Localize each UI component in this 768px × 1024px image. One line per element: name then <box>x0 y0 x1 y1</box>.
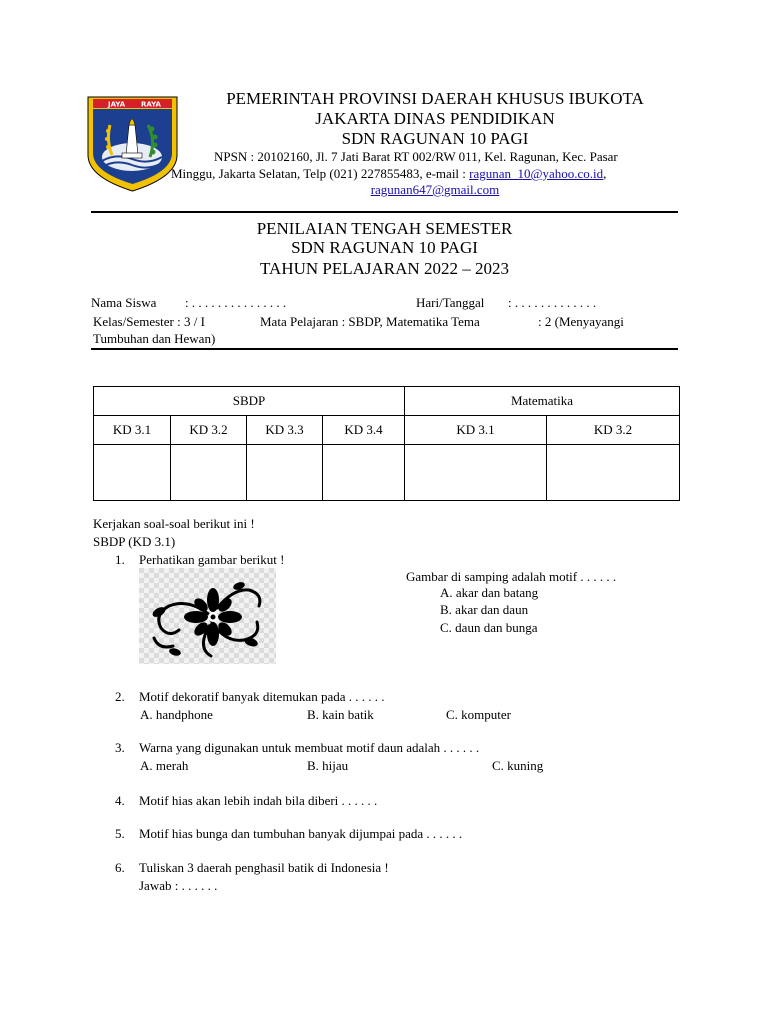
option-a[interactable]: A. merah <box>140 758 189 773</box>
theme-continued: Tumbuhan dan Hewan) <box>93 331 216 346</box>
question-number: 5. <box>115 826 125 841</box>
email-link-gmail[interactable]: ragunan647@gmail.com <box>370 182 500 197</box>
kd-header: KD 3.3 <box>247 416 323 445</box>
instructions: Kerjakan soal-soal berikut ini ! <box>93 516 255 531</box>
option-a[interactable]: A. akar dan batang <box>440 585 539 600</box>
kd-header: KD 3.4 <box>323 416 405 445</box>
question-number: 2. <box>115 689 125 704</box>
logo-banner-right: RAYA <box>141 100 161 109</box>
question-text: Perhatikan gambar berikut ! <box>139 552 285 567</box>
answer-field[interactable]: Jawab : . . . . . . <box>139 878 218 893</box>
header-divider <box>91 211 678 213</box>
header-line-2: JAKARTA DINAS PENDIDIKAN <box>315 109 555 128</box>
subject: Mata Pelajaran : SBDP, Matematika Tema <box>260 314 480 329</box>
kd-header: KD 3.2 <box>171 416 247 445</box>
logo-banner-left: JAYA <box>108 100 126 109</box>
score-cell[interactable] <box>405 445 547 501</box>
group-matematika: Matematika <box>405 387 680 416</box>
email-separator: , <box>603 166 607 181</box>
option-a[interactable]: A. handphone <box>140 707 213 722</box>
group-sbdp: SBDP <box>94 387 405 416</box>
score-cell[interactable] <box>171 445 247 501</box>
option-c[interactable]: C. komputer <box>446 707 511 722</box>
question-number: 4. <box>115 793 125 808</box>
question-text: Motif hias bunga dan tumbuhan banyak dijumpai pada . . . . . . <box>139 826 463 841</box>
address-text: Minggu, Jakarta Selatan, Telp (021) 227855483, e-mail : <box>171 166 470 181</box>
question-number: 1. <box>115 552 125 567</box>
theme: : 2 (Menyayangi <box>538 314 624 329</box>
kd-header: KD 3.1 <box>405 416 547 445</box>
score-cell[interactable] <box>547 445 680 501</box>
kd-header: KD 3.1 <box>94 416 171 445</box>
exam-year: TAHUN PELAJARAN 2022 – 2023 <box>260 259 509 278</box>
question-side-text: Gambar di samping adalah motif . . . . . . <box>406 569 617 584</box>
option-b[interactable]: B. kain batik <box>307 707 374 722</box>
identity-divider <box>91 348 678 350</box>
option-c[interactable]: C. kuning <box>492 758 544 773</box>
student-name-field[interactable]: : . . . . . . . . . . . . . . . <box>185 295 287 310</box>
header-line-1: PEMERINTAH PROVINSI DAERAH KHUSUS IBUKOTA <box>226 89 644 108</box>
option-b[interactable]: B. akar dan daun <box>440 602 529 617</box>
question-text: Warna yang digunakan untuk membuat motif daun adalah . . . . . . <box>139 740 480 755</box>
score-cell[interactable] <box>247 445 323 501</box>
email-link-yahoo[interactable]: ragunan_10@yahoo.co.id <box>469 166 604 181</box>
question-text: Motif dekoratif banyak ditemukan pada . . . . . . <box>139 689 385 704</box>
section-title: SBDP (KD 3.1) <box>93 534 176 549</box>
jakarta-crest-logo <box>86 95 179 193</box>
score-table <box>93 386 680 501</box>
date-field[interactable]: : . . . . . . . . . . . . . <box>508 295 597 310</box>
option-c[interactable]: C. daun dan bunga <box>440 620 538 635</box>
class-semester: Kelas/Semester : 3 / I <box>93 314 205 329</box>
address-line-1: NPSN : 20102160, Jl. 7 Jati Barat RT 002/RW 011, Kel. Ragunan, Kec. Pasar <box>214 149 618 164</box>
option-b[interactable]: B. hijau <box>307 758 349 773</box>
student-name-label: Nama Siswa <box>91 295 157 310</box>
exam-school: SDN RAGUNAN 10 PAGI <box>291 238 478 257</box>
kd-header: KD 3.2 <box>547 416 680 445</box>
exam-title: PENILAIAN TENGAH SEMESTER <box>256 219 513 238</box>
score-cell[interactable] <box>323 445 405 501</box>
question-number: 3. <box>115 740 125 755</box>
question-text: Tuliskan 3 daerah penghasil batik di Indonesia ! <box>139 860 389 875</box>
question-text: Motif hias akan lebih indah bila diberi . . . . . . <box>139 793 378 808</box>
flower-motif-image <box>139 568 276 664</box>
score-cell[interactable] <box>94 445 171 501</box>
header-line-3: SDN RAGUNAN 10 PAGI <box>341 129 529 148</box>
date-label: Hari/Tanggal <box>416 295 485 310</box>
address-line-3 <box>170 181 700 199</box>
question-number: 6. <box>115 860 125 875</box>
